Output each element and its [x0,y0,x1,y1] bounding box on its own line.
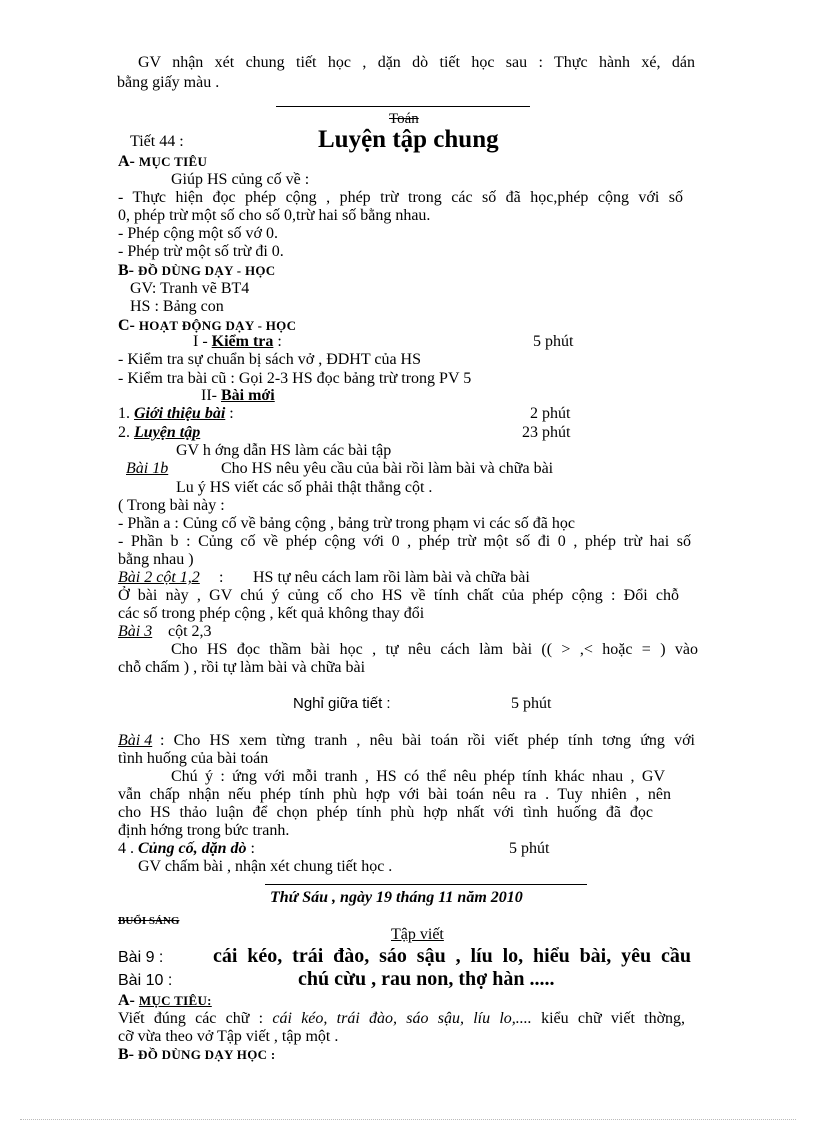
exercise-3-line: Cho HS đọc thầm bài học , tự nêu cách làm bài (( > ,< hoặc = ) vào [171,641,698,658]
exercise-3-label: Bài 3 [118,623,153,640]
exercise-2-text: HS tự nêu cách lam rồi làm bài và chữa bài [253,569,530,586]
step-title: Củng cố, dặn dò [138,840,247,857]
exercise-4-note: định hớng trong bức tranh. [118,822,290,839]
exercise-4-note: Chú ý : ứng với mỗi tranh , HS có thể nêu phép tính khác nhau , GV [171,768,665,785]
exercise-3-columns: cột 2,3 [168,623,212,640]
section-title: ĐỒ DÙNG DẠY - HỌC [138,263,276,278]
lesson-title: Luyện tập chung [318,126,499,153]
exercise-4-label: Bài 4 [118,732,153,749]
objective-text: Viết đúng các chữ : [118,1010,264,1027]
step-colon: : [250,840,255,857]
exercise-4-note: cho HS thảo luận để chọn phép tính phù hợp nhất với tình huống đã đọc [118,804,653,821]
exercise-2-line: các số trong phép cộng , kết quả không thay đổi [118,605,425,622]
section-b-heading [118,262,276,280]
exercise-4-line: tình huống của bài toán [118,750,269,767]
exercise-3-line: chỗ chấm ) , rồi tự làm bài và chữa bài [118,659,366,676]
exercise-2-label: Bài 2 cột 1,2 [118,569,200,586]
subject-heading: Toán [389,111,419,127]
section-a-heading [118,992,212,1010]
note-part-a: - Phần a : Củng cố về bảng cộng , bảng trừ trong phạm vi các số đã học [118,515,575,532]
lesson-10-words: chú cừu , rau non, thợ hàn ..... [298,968,555,990]
note-part-b: - Phần b : Củng cố về phép cộng với 0 , phép trừ một số đi 0 , phép trừ hai số [118,533,691,550]
check-item: - Kiểm tra sự chuẩn bị sách vở , ĐDHT của HS [118,351,421,368]
part-1-heading [193,333,282,351]
exercise-4-line: : Cho HS xem từng tranh , nêu bài toán rồi viết phép tính tơng ứng với [160,732,695,749]
section-label: B- [118,1046,134,1063]
step-2-intro: GV h ớng dẫn HS làm các bài tập [176,442,392,459]
intro-line-2: bằng giấy màu . [117,74,220,91]
check-item: - Kiểm tra bài cũ : Gọi 2-3 HS đọc bảng trừ trong PV 5 [118,370,472,387]
note-open: ( Trong bài này : [118,497,225,514]
step-title: Luyện tập [134,424,201,441]
session-label: BUỔI SÁNG [118,915,180,927]
step-4-time: 5 phút [509,840,550,857]
break-time: 5 phút [511,695,552,712]
exercise-2-colon: : [219,569,224,586]
page-edge [20,1119,796,1120]
section-a-heading [118,153,207,171]
objective-item: 0, phép trừ một số cho số 0,trừ hai số bằng nhau. [118,207,431,224]
lesson-9-words: cái kéo, trái đào, sáo sậu , líu lo, hiểu bài, yêu cầu [213,945,691,967]
objective-item: - Thực hiện đọc phép cộng , phép trừ trong các số đã học,phép cộng với số [118,189,683,206]
part-title: Bài mới [220,387,275,404]
objective-words: cái kéo, trái đào, sáo sậu, líu lo,.... [272,1010,532,1027]
material-item: GV: Tranh vẽ BT4 [130,280,250,297]
section-label: A- [118,992,135,1009]
material-item: HS : Bảng con [130,298,224,315]
section-label: B- [118,262,134,279]
step-1-heading [118,405,234,423]
objective-item: - Phép cộng một số vớ 0. [118,225,279,242]
section-label: A- [118,153,135,170]
section-title: MỤC TIÊU [138,154,208,169]
objective-line [118,1010,685,1028]
part-colon: : [277,333,282,350]
exercise-1-label: Bài 1b [126,460,169,477]
part-prefix: I - [193,333,208,350]
subject-heading: Tập viết [391,926,444,943]
step-colon: : [229,405,234,422]
section-title: ĐỒ DÙNG DẠY HỌC : [138,1047,276,1062]
part-prefix: II- [201,387,217,404]
exercise-1-note: Lu ý HS viết các số phải thật thẳng cột . [176,479,433,496]
period-label: Tiết 44 : [130,133,184,150]
lesson-9-label: Bài 9 : [118,949,164,966]
part-2-heading [201,387,275,405]
note-part-b-cont: bằng nhau ) [118,551,194,568]
step-4-text: GV chấm bài , nhận xét chung tiết học . [138,858,393,875]
step-2-heading [118,424,200,442]
section-title: HOẠT ĐỘNG DẠY - HỌC [138,318,297,333]
intro-line-1: GV nhận xét chung tiết học , dặn dò tiết học sau : Thực hành xé, dán [138,54,695,71]
divider [265,884,587,885]
part-title: Kiểm tra [211,333,274,350]
exercise-2-line: Ở bài này , GV chú ý củng cố cho HS về tính chất của phép cộng : Đổi chỗ [118,587,679,604]
step-2-time: 23 phút [522,424,571,441]
objective-item: - Phép trừ một số trừ đi 0. [118,243,284,260]
step-number: 2. [118,424,130,441]
step-number: 4 . [118,840,134,857]
step-1-time: 2 phút [530,405,571,422]
step-number: 1. [118,405,130,422]
break-label: Nghỉ giữa tiết : [293,695,391,712]
objective-intro: Giúp HS củng cố về : [171,171,310,188]
part-1-time: 5 phút [533,333,574,350]
step-4-heading [118,840,255,858]
exercise-4-note: vẫn chấp nhận nếu phép tính phù hợp với bài toán nêu ra . Tuy nhiên , nên [118,786,671,803]
divider [276,106,530,107]
objective-text: kiểu chữ viết thờng, [541,1010,686,1027]
section-label: C- [118,317,135,334]
lesson-10-label: Bài 10 : [118,972,173,989]
step-title: Giới thiệu bài [134,405,226,422]
objective-line: cỡ vừa theo vở Tập viết , tập một . [118,1028,339,1045]
exercise-1-text: Cho HS nêu yêu cầu của bài rồi làm bài và chữa bài [221,460,554,477]
day-date: Thứ Sáu , ngày 19 tháng 11 năm 2010 [270,889,523,906]
section-b-heading [118,1046,276,1064]
section-title: MỤC TIÊU: [138,993,212,1008]
